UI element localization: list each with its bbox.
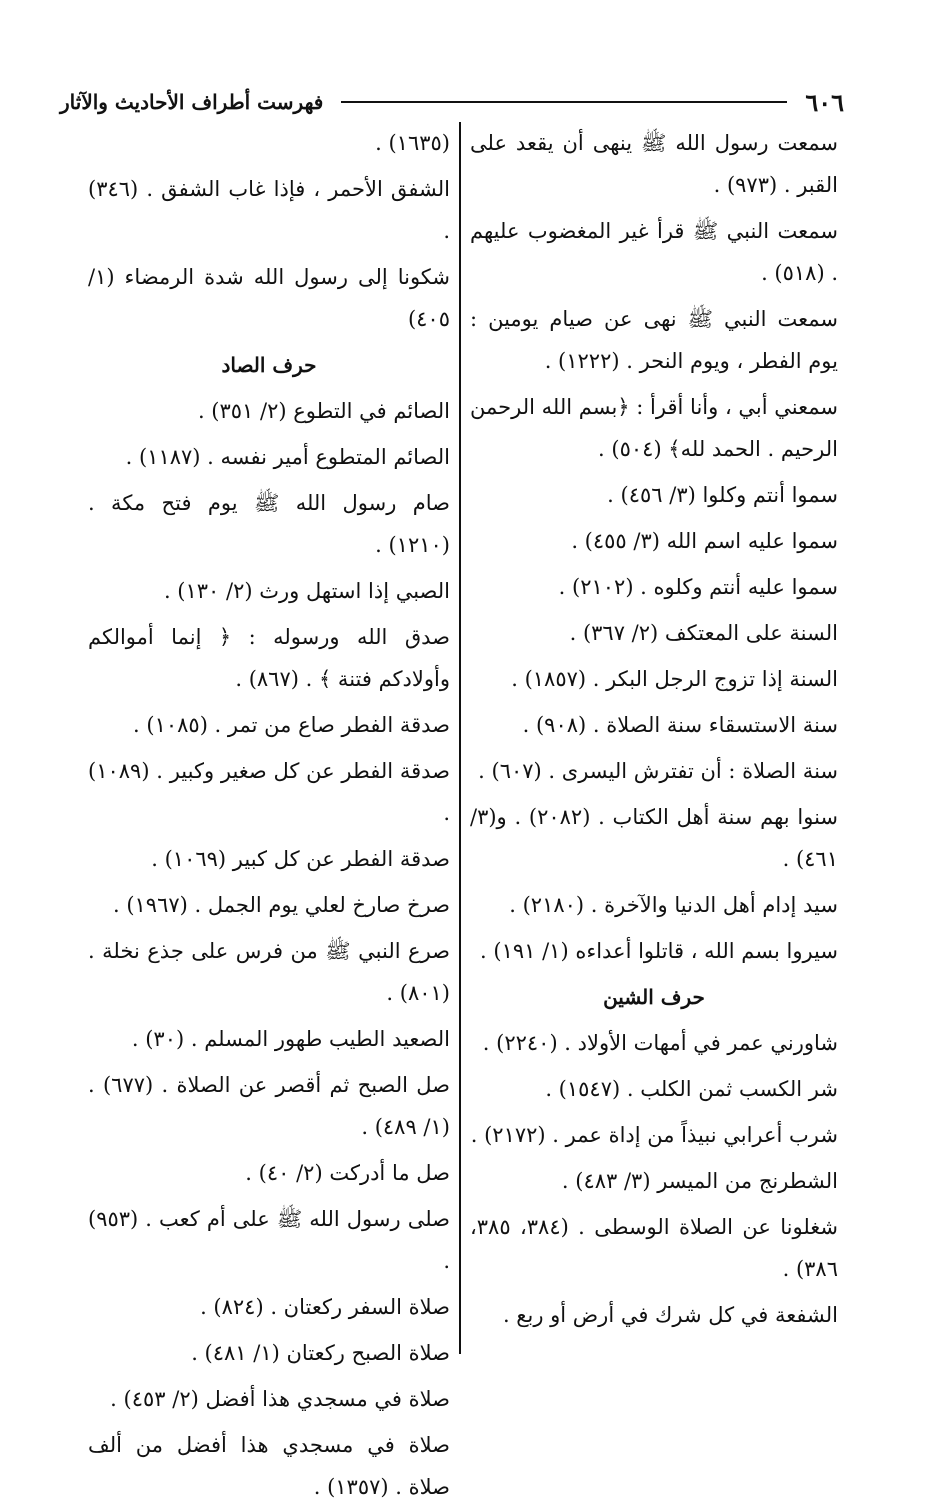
index-entry: صام رسول الله ﷺ يوم فتح مكة . (١٢١٠) . bbox=[88, 491, 450, 557]
index-entry: صل ما أدركت (٢/ ٤٠) . bbox=[245, 1161, 450, 1185]
index-entry: الصائم في التطوع (٢/ ٣٥١) . bbox=[197, 399, 450, 423]
index-entry: شرب أعرابي نبيذاً من إداة عمر . (٢١٧٢) . bbox=[470, 1123, 838, 1147]
left-column-entries-before-heading bbox=[88, 122, 450, 340]
left-column bbox=[88, 122, 451, 1499]
index-entry: الصبي إذا استهل ورث (٢/ ١٣٠) . bbox=[163, 579, 450, 603]
column-divider bbox=[459, 122, 461, 1354]
index-entry: سيد إدام أهل الدنيا والآخرة . (٢١٨٠) . bbox=[509, 893, 838, 917]
index-entry: الصائم المتطوع أمير نفسه . (١١٨٧) . bbox=[125, 445, 450, 469]
index-entry: شغلونا عن الصلاة الوسطى . (٣٨٤، ٣٨٥، ٣٨٦) . bbox=[470, 1215, 839, 1281]
index-entry: سمعت النبي ﷺ قرأ غير المغضوب عليهم . (٥١٨) . bbox=[470, 219, 838, 285]
index-entry: سنة الاستسقاء سنة الصلاة . (٩٠٨) . bbox=[522, 713, 838, 737]
index-entry: سيروا بسم الله ، قاتلوا أعداءه (١/ ١٩١) . bbox=[480, 939, 838, 963]
index-entry: الشطرنج من الميسر (٣/ ٤٨٣) . bbox=[561, 1169, 838, 1193]
left-column-entries-after-heading bbox=[88, 390, 450, 1508]
index-entry: سموا أنتم وكلوا (٣/ ٤٥٦) . bbox=[607, 483, 838, 507]
index-entry: صل الصبح ثم أقصر عن الصلاة . (٦٧٧) . (١/ ٤٨٩) . bbox=[88, 1073, 451, 1139]
right-column bbox=[470, 122, 838, 1354]
page-header bbox=[60, 84, 844, 120]
index-entry: السنة على المعتكف (٢/ ٣٦٧) . bbox=[569, 621, 838, 645]
index-entry: سمعت النبي ﷺ نهى عن صيام يومين : يوم الفطر ، ويوم النحر . (١٢٢٢) . bbox=[470, 307, 838, 373]
index-entry: صلاة السفر ركعتان . (٨٢٤) . bbox=[200, 1295, 450, 1319]
index-entry: الصعيد الطيب طهور المسلم . (٣٠) . bbox=[131, 1027, 450, 1051]
index-entry: صدق الله ورسوله : ﴿ إنما أموالكم وأولادكم فتنة ﴾ . (٨٦٧) . bbox=[88, 625, 450, 691]
index-entry: سنة الصلاة : أن تفترش اليسرى . (٦٠٧) . bbox=[478, 759, 838, 783]
running-title: فهرست أطراف الأحاديث والآثار bbox=[60, 90, 324, 114]
index-entry: صدقة الفطر عن كل كبير (١٠٦٩) . bbox=[151, 847, 450, 871]
index-entry: (١٦٣٥) . bbox=[375, 131, 450, 155]
section-heading-sad: حرف الصاد bbox=[221, 353, 317, 377]
index-entry: صلى رسول الله ﷺ على أم كعب . (٩٥٣) . bbox=[88, 1207, 450, 1273]
index-entry: الشفق الأحمر ، فإذا غاب الشفق . (٣٤٦) . bbox=[88, 177, 450, 243]
index-entry: صلاة في مسجدي هذا أفضل من ألف صلاة . (١٣٥٧) . bbox=[88, 1433, 450, 1499]
section-heading-shin: حرف الشين bbox=[603, 985, 705, 1009]
index-entry: السنة إذا تزوج الرجل البكر . (١٨٥٧) . bbox=[511, 667, 838, 691]
index-entry: صدقة الفطر صاع من تمر . (١٠٨٥) . bbox=[133, 713, 450, 737]
index-entry: شكونا إلى رسول الله شدة الرمضاء (١/ ٤٠٥) bbox=[88, 265, 450, 331]
index-entry: سموا عليه أنتم وكلوه . (٢١٠٢) . bbox=[558, 575, 838, 599]
index-entry: الشفعة في كل شرك في أرض أو ربع . bbox=[502, 1303, 838, 1327]
index-entry: صرع النبي ﷺ من فرس على جذع نخلة . (٨٠١) . bbox=[88, 939, 450, 1005]
index-entry: سمعت رسول الله ﷺ ينهى أن يقعد على القبر . (٩٧٣) . bbox=[470, 131, 838, 197]
header-rule bbox=[341, 101, 787, 103]
index-entry: صلاة في مسجدي هذا أفضل (٢/ ٤٥٣) . bbox=[110, 1387, 450, 1411]
index-entry: سموا عليه اسم الله (٣/ ٤٥٥) . bbox=[571, 529, 838, 553]
right-column-entries-before-heading bbox=[470, 122, 838, 972]
index-entry: سمعني أبي ، وأنا أقرأ : ﴿بسم الله الرحمن الرحيم . الحمد لله﴾ (٥٠٤) . bbox=[470, 395, 838, 461]
index-entry: شر الكسب ثمن الكلب . (١٥٤٧) . bbox=[545, 1077, 838, 1101]
right-column-entries-after-heading bbox=[470, 1022, 838, 1336]
index-entry: سنوا بهم سنة أهل الكتاب . (٢٠٨٢) . و(٣/ ٤٦١) . bbox=[470, 805, 838, 871]
index-entry: صلاة الصبح ركعتان (١/ ٤٨١) . bbox=[191, 1341, 450, 1365]
index-entry: صدقة الفطر عن كل صغير وكبير . (١٠٨٩) . bbox=[88, 759, 450, 825]
page-number: ٦٠٦ bbox=[805, 87, 844, 117]
index-entry: صرخ صارخ لعلي يوم الجمل . (١٩٦٧) . bbox=[112, 893, 450, 917]
index-entry: شاورني عمر في أمهات الأولاد . (٢٢٤٠) . bbox=[482, 1031, 838, 1055]
